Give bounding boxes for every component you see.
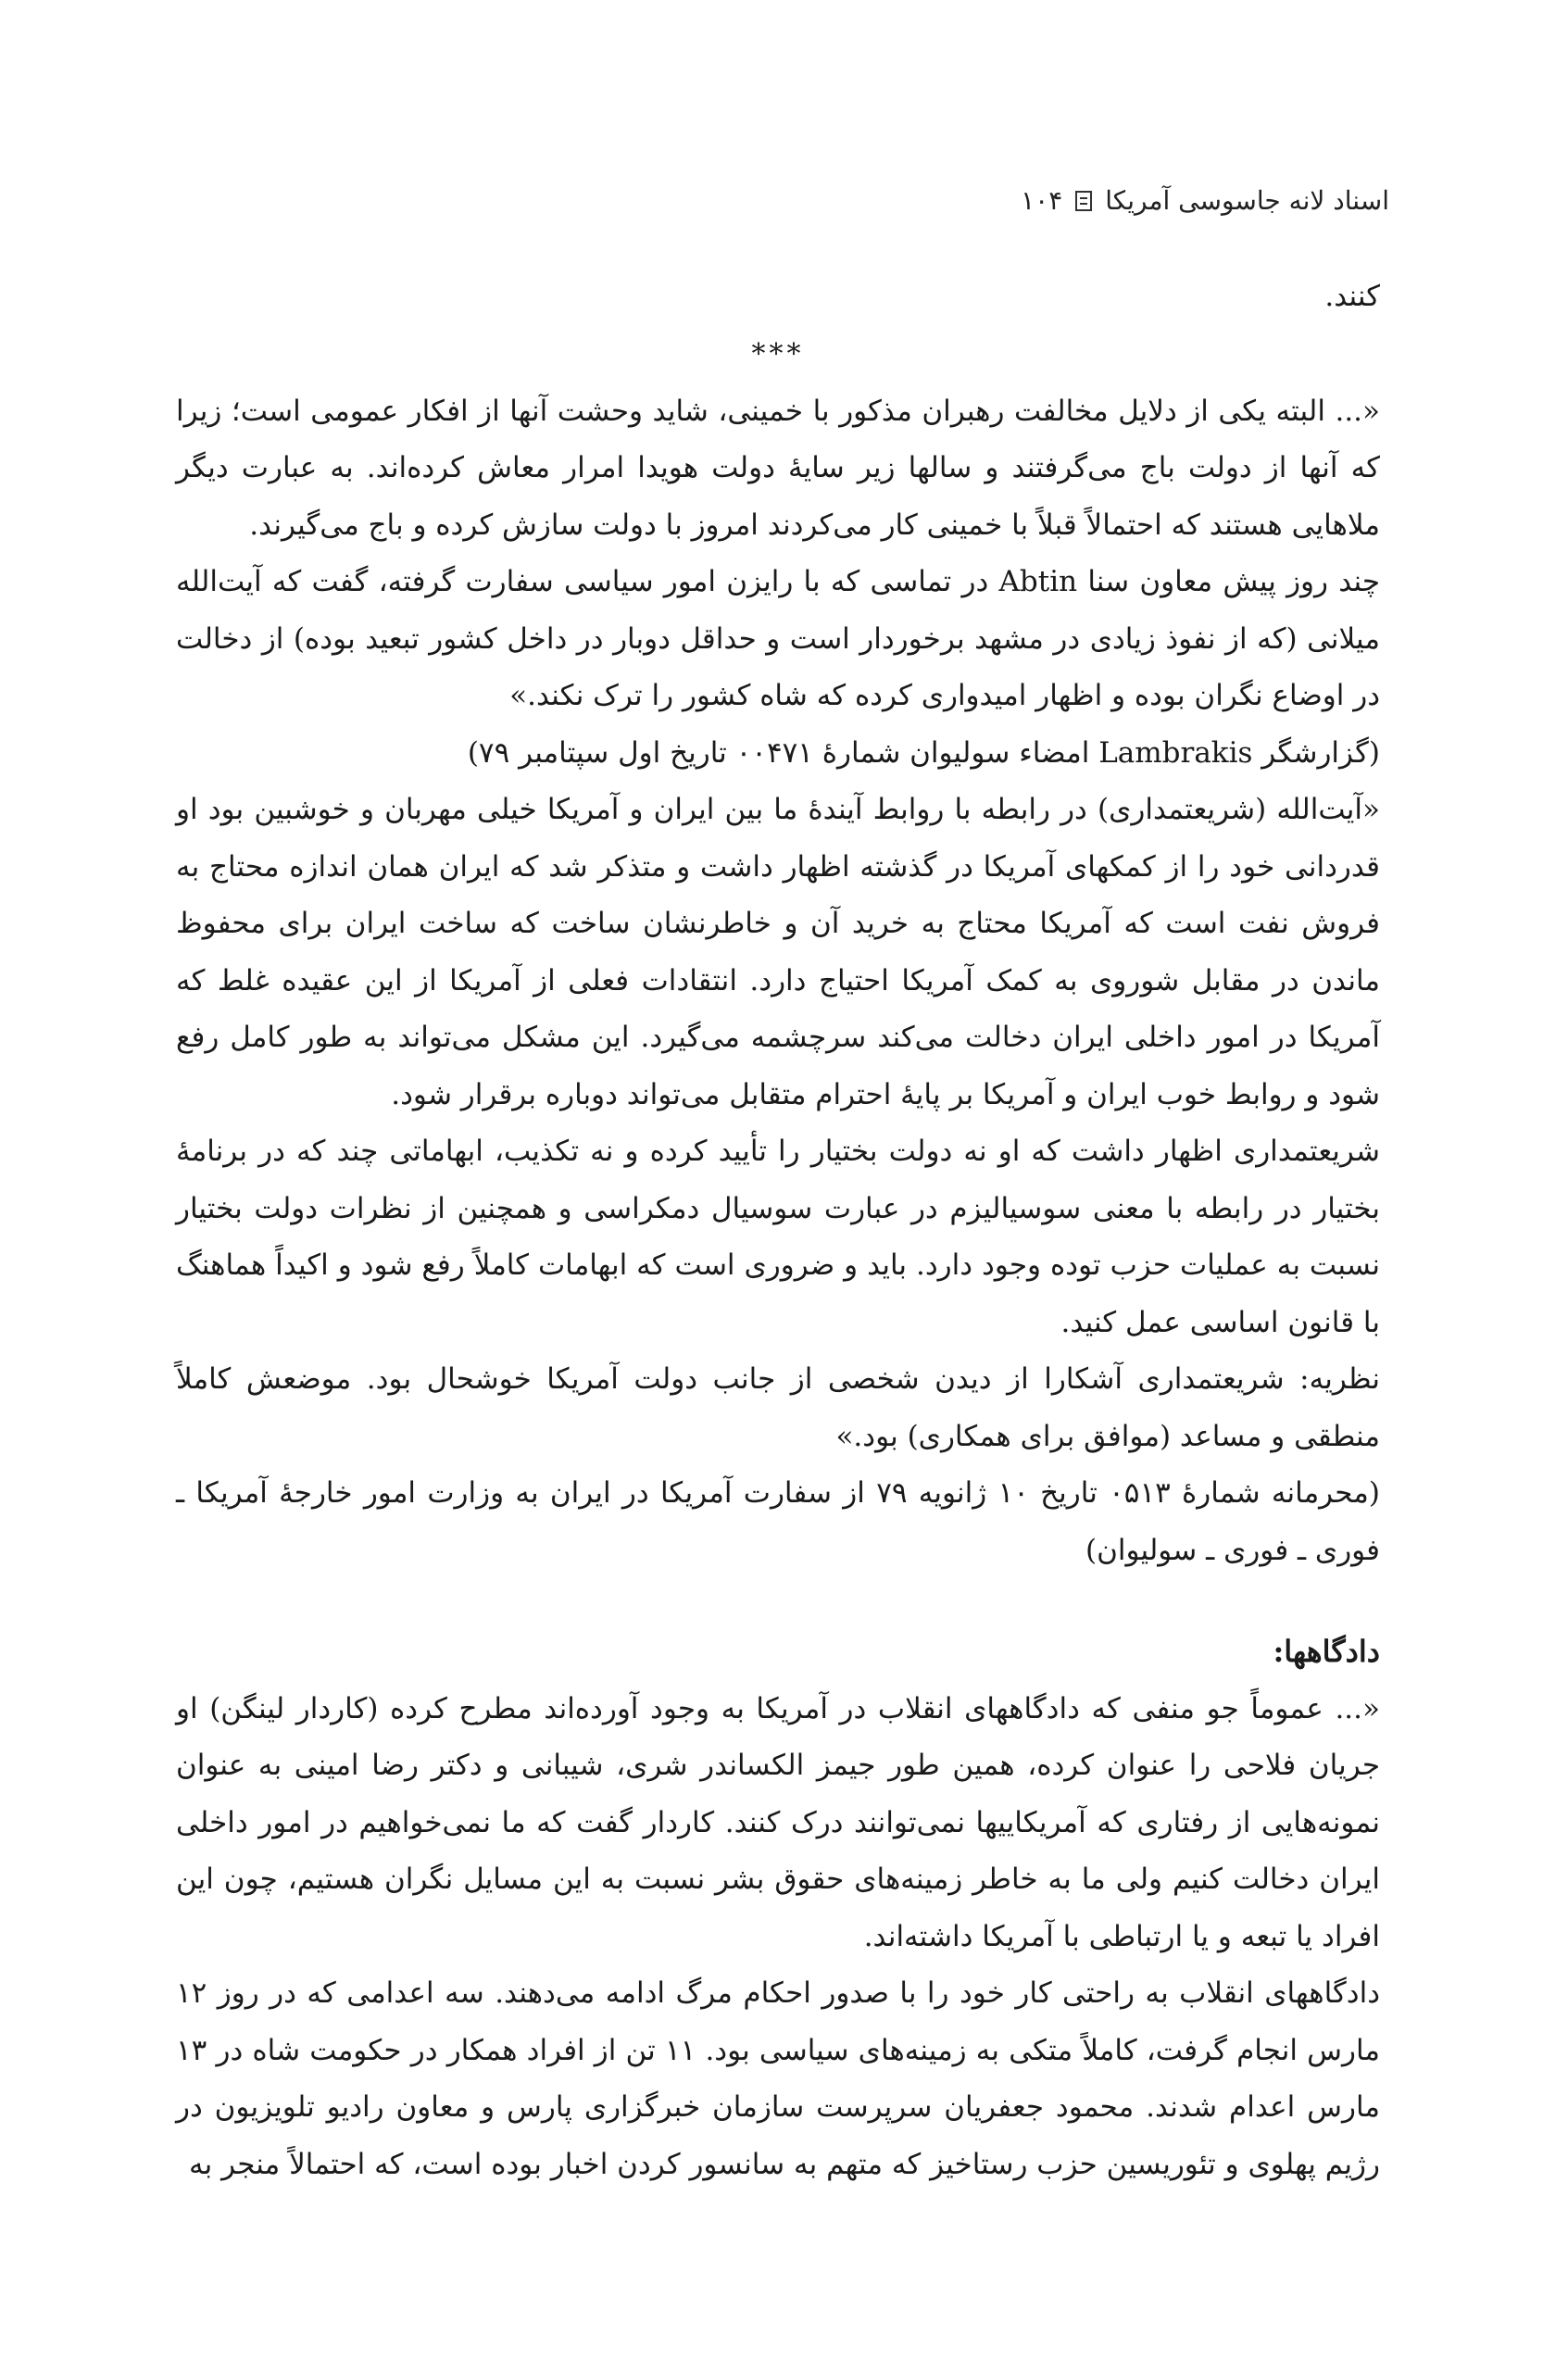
paragraph: «... البته یکی از دلایل مخالفت رهبران مذکور با خمینی، شاید وحشت آنها از افکار عمومی است؛ زیرا که آنها از دولت باج می‌گرفتند و سالها زیر سایهٔ دولت هویدا امرار معاش کرده‌اند. به عبارت دیگر ملاهایی هستند که احتمالاً قبلاً با خمینی کار می‌کردند امروز با دولت سازش کرده و باج می‌گیرند. — [176, 394, 1380, 542]
source-citation: (گزارشگر Lambrakis امضاء سولیوان شمارهٔ ۰۰۴۷۱ تاریخ اول سپتامبر ۷۹) — [467, 735, 1380, 770]
document-icon — [1075, 191, 1092, 211]
paragraph: «... عموماً جو منفی که دادگاههای انقلاب در آمریکا به وجود آورده‌اند مطرح کرده (کاردار لینگن) او جریان فلاحی را عنوان کرده، همین طور جیمز الکساندر شری، شیبانی و دکتر رضا امینی به عنوان نمونه‌هایی از رفتاری که آمریکاییها نمی‌توانند درک کنند. کاردار گفت که ما نمی‌خواهیم در امور داخلی ایران دخالت کنیم ولی ما به خاطر زمینه‌های حقوق بشر نسبت به این مسایل نگران هستیم، چون این افراد یا تبعه و یا ارتباطی با آمریکا داشته‌اند. — [176, 1691, 1381, 1953]
paragraph: نظریه: شریعتمداری آشکارا از دیدن شخصی از جانب دولت آمریکا خوشحال بود. موضعش کاملاً منطقی و مساعد (موافق برای همکاری) بود.» — [176, 1362, 1380, 1453]
page-number: ۱۰۴ — [1021, 185, 1063, 216]
paragraph-continuation: کنند. — [1324, 280, 1380, 313]
running-header — [926, 185, 1389, 216]
section-heading: دادگاهها: — [1273, 1634, 1380, 1669]
paragraph: دادگاههای انقلاب به راحتی کار خود را با صدور احکام مرگ ادامه می‌دهند. سه اعدامی که در روز ۱۲ مارس انجام گرفت، کاملاً متکی به زمینه‌های سیاسی بود. ۱۱ تن از افراد همکار در حکومت شاه در ۱۳ مارس اعدام شدند. محمود جعفریان سرپرست سازمان خبرگزاری پارس و معاون رادیو تلویزیون در رژیم پهلوی و تئوریسین حزب رستاخیز که متهم به سانسور کردن اخبار بوده است، که احتمالاً منجر به — [176, 1976, 1381, 2181]
section-gap — [176, 1579, 1380, 1624]
body-text — [176, 269, 1380, 2193]
section-separator: *** — [751, 337, 805, 370]
paragraph: «آیت‌الله (شریعتمداری) در رابطه با روابط آیندهٔ ما بین ایران و آمریکا خیلی مهربان و خوشبین بود او قدردانی خود را از کمکهای آمریکا در گذشته اظهار داشت و متذکر شد که ایران همان اندازه محتاج به فروش نفت است که آمریکا محتاج به خرید آن و خاطرنشان ساخت که ساخت ایران برای محفوظ ماندن در مقابل شوروی به کمک آمریکا احتیاج دارد. انتقادات فعلی از آمریکا از این عقیده غلط که آمریکا در امور داخلی ایران دخالت می‌کند سرچشمه می‌گیرد. این مشکل می‌تواند به طور کامل رفع شود و روابط خوب ایران و آمریکا بر پایهٔ احترام متقابل می‌تواند دوباره برقرار شود. — [176, 793, 1380, 1111]
header-title: اسناد لانه جاسوسی آمریکا — [1105, 185, 1389, 216]
paragraph: چند روز پیش معاون سنا Abtin در تماسی که با رایزن امور سیاسی سفارت گرفته، گفت که آیت‌الله میلانی (که از نفوذ زیادی در مشهد برخوردار است و حداقل دوبار در داخل کشور تبعید بوده) از دخالت در اوضاع نگران بوده و اظهار امیدواری کرده که شاه کشور را ترک نکند.» — [176, 565, 1381, 712]
source-citation: (محرمانه شمارهٔ ۰۵۱۳ تاریخ ۱۰ ژانویه ۷۹ از سفارت آمریکا در ایران به وزارت امور خارجهٔ آمریکا ـ فوری ـ فوری ـ سولیوان) — [176, 1476, 1380, 1567]
paragraph: شریعتمداری اظهار داشت که او نه دولت بختیار را تأیید کرده و نه تکذیب، ابهاماتی چند که در برنامهٔ بختیار در رابطه با معنی سوسیالیزم در عبارت سوسیال دمکراسی و همچنین از نظرات دولت بختیار نسبت به عملیات حزب توده وجود دارد. باید و ضروری است که ابهامات کاملاً رفع شود و اکیداً هماهنگ با قانون اساسی عمل کنید. — [176, 1135, 1380, 1339]
